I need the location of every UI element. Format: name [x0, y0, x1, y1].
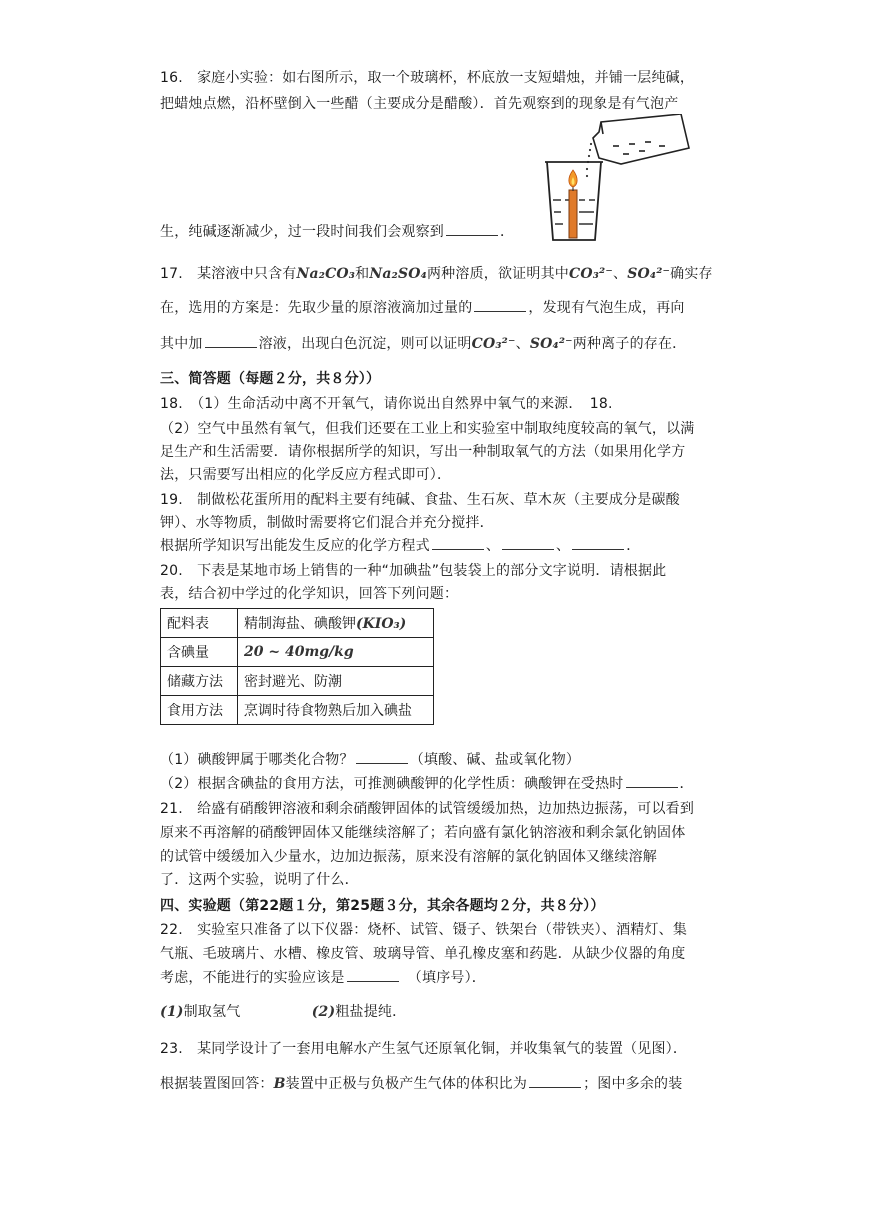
q21-line-2: 原来不再溶解的硝酸钾固体又能继续溶解了；若向盛有氯化钠溶液和剩余氯化钠固体: [160, 825, 686, 841]
table-key: 食用方法: [161, 696, 238, 725]
answer-blank[interactable]: [347, 967, 399, 982]
answer-blank[interactable]: [432, 535, 484, 550]
answer-blank[interactable]: [502, 535, 554, 550]
table-row: [161, 638, 434, 667]
q22-line-2: 气瓶、毛玻璃片、水槽、橡皮管、玻璃导管、单孔橡皮塞和药匙．从缺少仪器的角度: [160, 946, 686, 962]
q16-line-3: 生，纯碱逐渐减少，过一段时间我们会观察到 ．: [160, 220, 514, 244]
table-value: 密封避光、防潮: [238, 667, 434, 696]
answer-blank[interactable]: [205, 333, 257, 348]
table-key: 含碘量: [161, 638, 238, 667]
q22-options: [160, 1000, 406, 1024]
table-value: 精制海盐、碘酸钾(KIO₃): [238, 609, 434, 638]
q18-line-3: 足生产和生活需要．请你根据所学的知识，写出一种制取氧气的方法（如果用化学方: [160, 444, 686, 460]
q19-line-1: 19. 制做松花蛋所用的配料主要有纯碱、食盐、生石灰、草木灰（主要成分是碳酸: [160, 492, 680, 508]
q21-line-1: 21. 给盛有硝酸钾溶液和剩余硝酸钾固体的试管缓缓加热，边加热边振荡，可以看到: [160, 801, 695, 817]
q19-line-3: 根据所学知识写出能发生反应的化学方程式 、 、 ．: [160, 534, 640, 558]
q18-line-4: 法，只需要写出相应的化学反应方程式即可）．: [160, 467, 452, 483]
option-number-1: (1): [160, 1004, 184, 1020]
q20-sub-2: （2）根据含碘盐的食用方法，可推测碘酸钾的化学性质：碘酸钾在受热时 ．: [160, 772, 694, 796]
answer-blank[interactable]: [356, 749, 408, 764]
q23-line-1: 23. 某同学设计了一套用电解水产生氢气还原氧化铜，并收集氧气的装置（见图）．: [160, 1041, 688, 1057]
table-row: [161, 609, 434, 638]
q16-line-1: 16. 家庭小实验：如右图所示，取一个玻璃杯，杯底放一支短蜡烛，并铺一层纯碱，: [160, 70, 695, 86]
q23-line-2: 根据装置图回答：B装置中正极与负极产生气体的体积比为 ；图中多余的装: [160, 1072, 682, 1096]
table-key: 储藏方法: [161, 667, 238, 696]
q22-line-3: 考虑，不能进行的实验应该是 （填序号）．: [160, 966, 486, 990]
q16-line-2: 把蜡烛点燃，沿杯壁倒入一些醋（主要成分是醋酸）．首先观察到的现象是有气泡产: [160, 96, 679, 112]
answer-blank[interactable]: [446, 221, 498, 236]
option-number-2: (2): [311, 1004, 336, 1020]
section-4-heading: 四、实验题（第22题１分，第25题３分，其余各题均２分，共８分））: [160, 898, 605, 914]
table-row: [161, 696, 434, 725]
q21-line-3: 的试管中缓缓加入少量水，边加边振荡，原来没有溶解的氯化钠固体又继续溶解: [160, 849, 657, 865]
q18-line-1: 18. （1）生命活动中离不开氧气，请你说出自然界中氧气的来源． 18.: [160, 396, 613, 412]
iodized-salt-table: [160, 608, 434, 725]
answer-blank[interactable]: [626, 773, 678, 788]
q19-line-2: 钾）、水等物质，制做时需要将它们混合并充分搅拌．: [160, 515, 494, 531]
q20-sub-1: （1）碘酸钾属于哪类化合物？ （填酸、碱、盐或氧化物）: [160, 748, 580, 772]
apparatus-label-b: B: [273, 1076, 286, 1092]
ion-carbonate: CO₃²⁻: [568, 266, 613, 282]
q17-line-2: 在，选用的方案是：先取少量的原溶液滴加过量的 ，发现有气泡生成，再向: [160, 296, 685, 320]
formula-na2so4: Na₂SO₄: [369, 266, 427, 282]
q17-line-3: 其中加 溶液，出现白色沉淀，则可以证明CO₃²⁻、SO₄²⁻两种离子的存在．: [160, 332, 686, 356]
ion-sulfate: SO₄²⁻: [529, 336, 573, 352]
answer-blank[interactable]: [529, 1073, 581, 1088]
q18-line-2: （2）空气中虽然有氧气，但我们还要在工业上和实验室中制取纯度较高的氧气，以满: [160, 421, 695, 437]
section-3-heading: 三、简答题（每题２分，共８分））: [160, 371, 381, 387]
q20-line-1: 20. 下表是某地市场上销售的一种“加碘盐”包装袋上的部分文字说明．请根据此: [160, 563, 667, 579]
formula-na2co3: Na₂CO₃: [296, 266, 356, 282]
beaker-candle-vinegar-figure: [543, 114, 693, 242]
ion-sulfate: SO₄²⁻: [627, 266, 671, 282]
ion-carbonate: CO₃²⁻: [471, 336, 516, 352]
q20-line-2: 表，结合初中学过的化学知识，回答下列问题：: [160, 586, 459, 602]
q22-line-1: 22. 实验室只准备了以下仪器：烧杯、试管、镊子、铁架台（带铁夹）、酒精灯、集: [160, 922, 688, 938]
answer-blank[interactable]: [474, 297, 526, 312]
option-1: 制取氢气: [183, 1004, 241, 1020]
formula-kio3: (KIO₃): [356, 616, 407, 632]
option-2: 粗盐提纯．: [335, 1004, 407, 1020]
q21-line-4: 了．这两个实验，说明了什么．: [160, 872, 359, 888]
answer-blank[interactable]: [572, 535, 624, 550]
table-key: 配料表: [161, 609, 238, 638]
table-value: [238, 638, 434, 667]
iodine-content-range: 20 ~ 40mg/kg: [244, 644, 354, 660]
q17-line-1: 17. 某溶液中只含有Na₂CO₃和Na₂SO₄两种溶质，欲证明其中CO₃²⁻、SO₄²⁻确实存: [160, 266, 713, 282]
table-value: 烹调时待食物熟后加入碘盐: [238, 696, 434, 725]
table-row: [161, 667, 434, 696]
